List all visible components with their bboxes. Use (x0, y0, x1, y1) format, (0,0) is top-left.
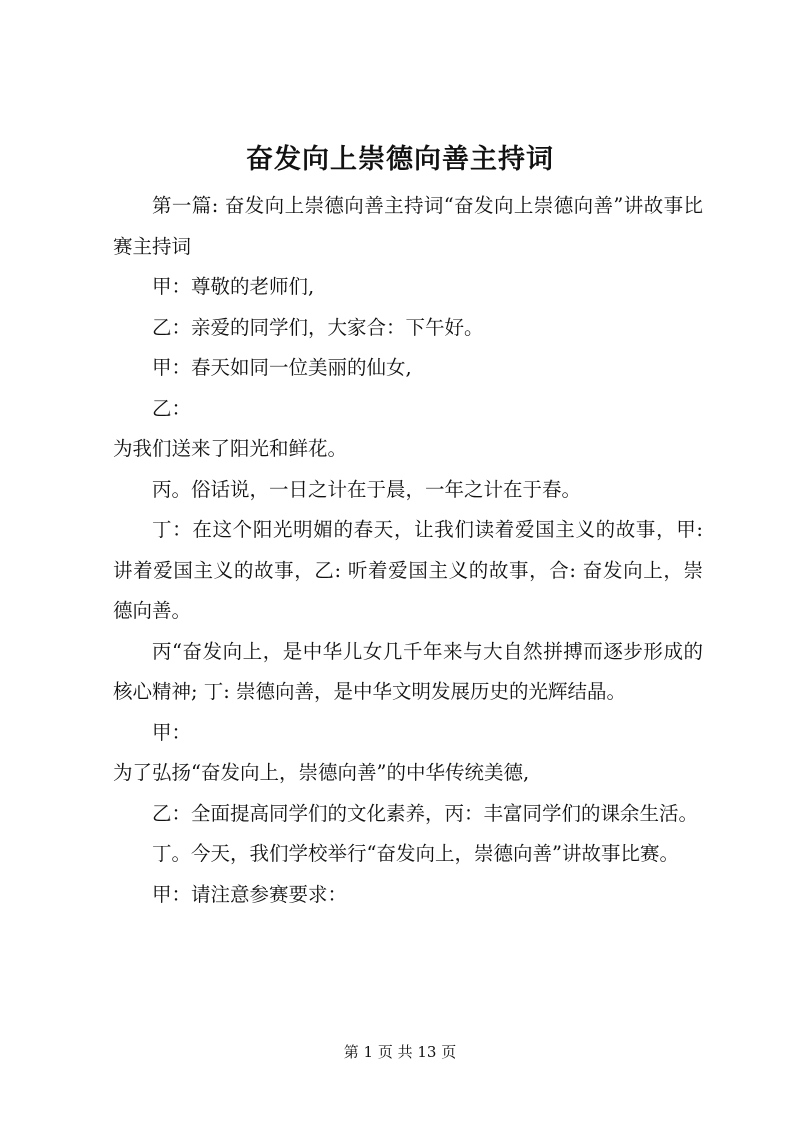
paragraph-10: 甲： (152, 720, 192, 744)
paragraph-8: 丁：在这个阳光明媚的春天，让我们读着爱国主义的故事，甲: 讲着爱国主义的故事，乙: 听着爱国主义的故事，合: 奋发向上，崇德向善。 (113, 518, 703, 622)
paragraph-14: 甲：请注意参赛要求： (152, 882, 348, 906)
paragraph-13: 丁。今天，我们学校举行“奋发向上，崇德向善”讲故事比赛。 (152, 842, 679, 865)
paragraph-11: 为了弘扬“奋发向上，崇德向善”的中华传统美德, (113, 761, 530, 784)
document-body (113, 186, 703, 915)
paragraph-9: 丙“奋发向上，是中华儿女几千年来与大自然拼搏而逐步形成的核心精神; 丁: 崇德向善，是中华文明发展历史的光辉结晶。 (113, 639, 703, 703)
paragraph-6: 为我们送来了阳光和鲜花。 (113, 437, 348, 460)
paragraph-7: 丙。俗话说，一日之计在于晨，一年之计在于春。 (152, 477, 582, 501)
page-number-footer: 第 1 页 共 13 页 (343, 1043, 457, 1061)
document-title: 奋发向上崇德向善主持词 (246, 144, 554, 175)
paragraph-4: 甲：春天如同一位美丽的仙女, (152, 356, 412, 379)
paragraph-3: 乙：亲爱的同学们，大家合：下午好。 (152, 315, 484, 339)
paragraph-1: 第一篇: 奋发向上崇德向善主持词“奋发向上崇德向善”讲故事比赛主持词 (113, 194, 703, 258)
paragraph-5: 乙： (152, 396, 192, 420)
paragraph-2: 甲：尊敬的老师们, (152, 275, 315, 298)
paragraph-12: 乙：全面提高同学们的文化素养，丙：丰富同学们的课余生活。 (152, 801, 699, 825)
